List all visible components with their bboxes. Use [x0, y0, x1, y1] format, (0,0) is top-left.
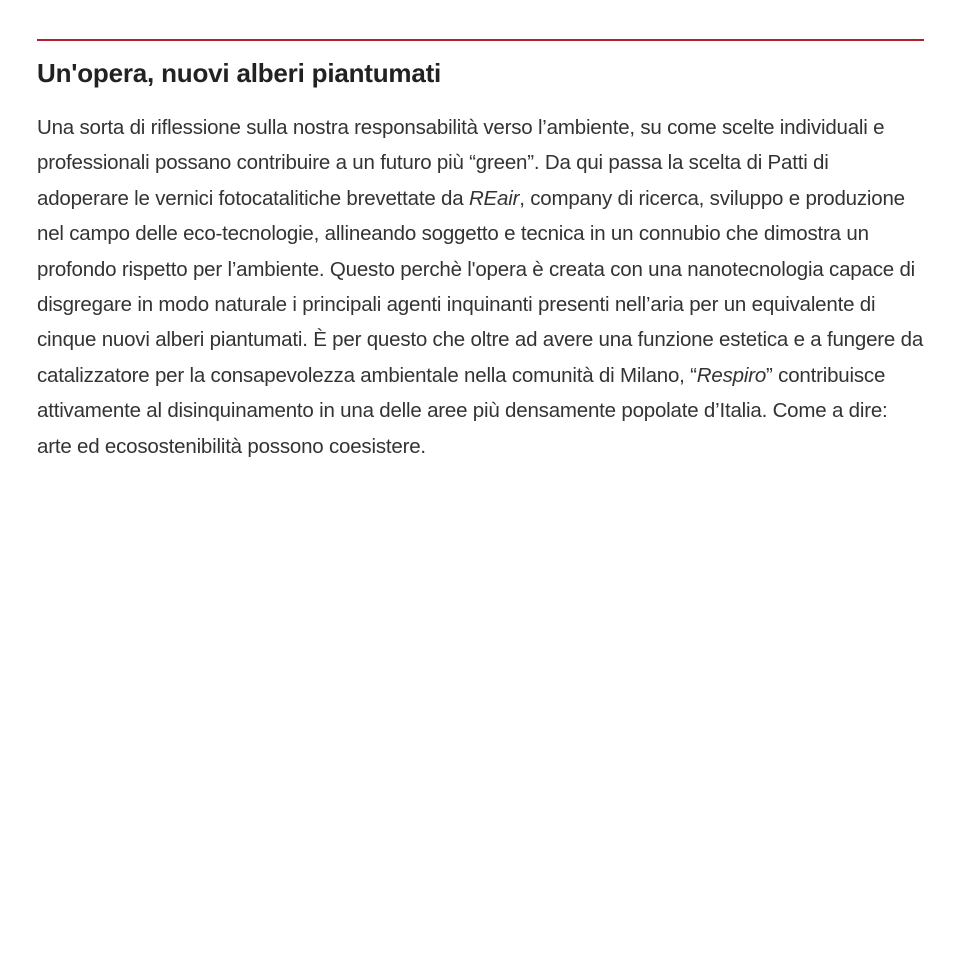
- section-divider: [37, 39, 924, 41]
- brand-name: REair: [468, 186, 520, 210]
- section-heading: Un'opera, nuovi alberi piantumati: [37, 58, 442, 88]
- paragraph-text-part-1: Una sorta di riflessione sulla nostra responsabilità verso l’ambiente, su come scelte individuali e professionali possano contribuire a un futuro più “green”. Da qui passa la scelta di Patti di adoperare le vernici fotocatalitiche brevettate da: [37, 116, 885, 210]
- artwork-title: Respiro: [696, 363, 767, 387]
- article-paragraph: [37, 110, 923, 464]
- paragraph-text-part-2: , company di ricerca, sviluppo e produzione nel campo delle eco-tecnologie, allineando soggetto e tecnica in un connubio che dimostra un profondo rispetto per l’ambiente. Questo perchè l'opera è creata con una nanotecnologia capace di disgregare in modo naturale i principali agenti inquinanti presenti nell’aria per un equivalente di cinque nuovi alberi piantumati. È per questo che oltre ad avere una funzione estetica e a fungere da catalizzatore per la consapevolezza ambientale nella comunità di Milano, “: [37, 186, 924, 387]
- paragraph-text-part-3: ” contribuisce attivamente al disinquinamento in una delle aree più densamente popolate d’Italia. Come a dire: arte ed ecosostenibilità possono coesistere.: [37, 363, 888, 458]
- article-section: [37, 39, 923, 464]
